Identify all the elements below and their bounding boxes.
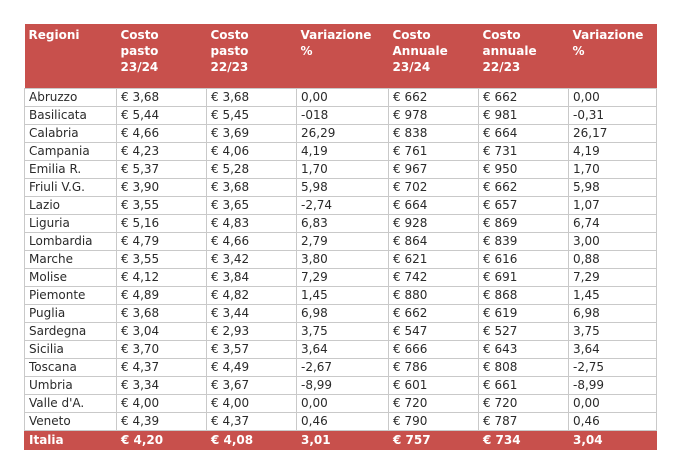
header-line: % — [300, 44, 313, 58]
annual-variation-cell: 0,00 — [569, 89, 657, 107]
meal-cost-2324-cell: € 3,04 — [117, 323, 207, 341]
annual-cost-2324-cell: € 742 — [389, 269, 479, 287]
table-row — [25, 341, 657, 359]
annual-cost-2324-cell: € 880 — [389, 287, 479, 305]
total-region-cell: Italia — [25, 431, 117, 450]
meal-cost-2223-cell: € 4,83 — [207, 215, 297, 233]
meal-cost-2223-cell: € 4,00 — [207, 395, 297, 413]
annual-cost-2324-cell: € 761 — [389, 143, 479, 161]
annual-variation-cell: 3,64 — [569, 341, 657, 359]
annual-cost-2223-cell: € 662 — [479, 179, 569, 197]
meal-cost-2324-cell: € 5,44 — [117, 107, 207, 125]
annual-cost-2223-cell: € 868 — [479, 287, 569, 305]
meal-cost-2324-cell: € 4,89 — [117, 287, 207, 305]
header-costo-annuale-2324 — [389, 24, 479, 89]
header-line: pasto — [120, 44, 159, 58]
region-cell: Abruzzo — [25, 89, 117, 107]
annual-cost-2223-cell: € 731 — [479, 143, 569, 161]
meal-cost-2324-cell: € 3,68 — [117, 89, 207, 107]
meal-cost-2324-cell: € 3,55 — [117, 251, 207, 269]
header-costo-pasto-2324 — [117, 24, 207, 89]
annual-variation-cell: 3,00 — [569, 233, 657, 251]
meal-cost-2324-cell: € 4,79 — [117, 233, 207, 251]
annual-cost-2324-cell: € 967 — [389, 161, 479, 179]
region-cell: Campania — [25, 143, 117, 161]
annual-variation-cell: 1,45 — [569, 287, 657, 305]
region-cell: Marche — [25, 251, 117, 269]
annual-variation-cell: 5,98 — [569, 179, 657, 197]
meal-variation-cell: 1,70 — [297, 161, 389, 179]
meal-cost-2324-cell: € 3,90 — [117, 179, 207, 197]
region-cell: Emilia R. — [25, 161, 117, 179]
meal-variation-cell: 2,79 — [297, 233, 389, 251]
meal-cost-2324-cell: € 4,23 — [117, 143, 207, 161]
annual-variation-cell: 0,88 — [569, 251, 657, 269]
meal-cost-2324-cell: € 3,68 — [117, 305, 207, 323]
table-body — [25, 89, 657, 450]
region-cell: Sardegna — [25, 323, 117, 341]
meal-variation-cell: 6,98 — [297, 305, 389, 323]
header-line: Variazione — [300, 28, 372, 42]
header-line: % — [572, 44, 585, 58]
annual-variation-cell: -8,99 — [569, 377, 657, 395]
region-cell: Lombardia — [25, 233, 117, 251]
header-line: Variazione — [572, 28, 644, 42]
meal-cost-2223-cell: € 2,93 — [207, 323, 297, 341]
meal-variation-cell: 3,64 — [297, 341, 389, 359]
table-row — [25, 323, 657, 341]
meal-cost-2223-cell: € 3,69 — [207, 125, 297, 143]
meal-variation-cell: 0,00 — [297, 89, 389, 107]
meal-cost-2223-cell: € 3,84 — [207, 269, 297, 287]
table-row — [25, 287, 657, 305]
annual-cost-2324-cell: € 702 — [389, 179, 479, 197]
annual-cost-2324-cell: € 786 — [389, 359, 479, 377]
region-cell: Molise — [25, 269, 117, 287]
annual-variation-cell: 1,70 — [569, 161, 657, 179]
header-row — [25, 24, 657, 89]
meal-cost-2324-cell: € 3,70 — [117, 341, 207, 359]
annual-cost-2223-cell: € 869 — [479, 215, 569, 233]
meal-variation-cell: -018 — [297, 107, 389, 125]
region-cell: Friuli V.G. — [25, 179, 117, 197]
header-line: 22/23 — [210, 60, 249, 74]
annual-cost-2324-cell: € 601 — [389, 377, 479, 395]
header-variazione-annuale — [569, 24, 657, 89]
annual-cost-2324-cell: € 720 — [389, 395, 479, 413]
region-cell: Puglia — [25, 305, 117, 323]
meal-variation-cell: 0,00 — [297, 395, 389, 413]
table-row — [25, 359, 657, 377]
meal-cost-2223-cell: € 4,82 — [207, 287, 297, 305]
meal-cost-2324-cell: € 3,34 — [117, 377, 207, 395]
header-regioni — [25, 24, 117, 89]
annual-cost-2324-cell: € 547 — [389, 323, 479, 341]
annual-variation-cell: 3,75 — [569, 323, 657, 341]
meal-variation-cell: 1,45 — [297, 287, 389, 305]
header-costo-annuale-2223 — [479, 24, 569, 89]
table-row — [25, 251, 657, 269]
total-row — [25, 431, 657, 450]
annual-cost-2223-cell: € 950 — [479, 161, 569, 179]
header-line: Costo — [482, 28, 521, 42]
region-cell: Veneto — [25, 413, 117, 431]
annual-cost-2223-cell: € 664 — [479, 125, 569, 143]
meal-cost-2324-cell: € 4,37 — [117, 359, 207, 377]
meal-cost-2223-cell: € 3,65 — [207, 197, 297, 215]
header-variazione-pasto — [297, 24, 389, 89]
meal-cost-2223-cell: € 3,68 — [207, 89, 297, 107]
total-meal-cost-2223-cell: € 4,08 — [207, 431, 297, 450]
table-row — [25, 305, 657, 323]
table-row — [25, 233, 657, 251]
annual-cost-2223-cell: € 839 — [479, 233, 569, 251]
meal-variation-cell: 3,75 — [297, 323, 389, 341]
region-cell: Umbria — [25, 377, 117, 395]
meal-variation-cell: 5,98 — [297, 179, 389, 197]
table-row — [25, 143, 657, 161]
table-row — [25, 197, 657, 215]
annual-cost-2223-cell: € 808 — [479, 359, 569, 377]
meal-cost-2223-cell: € 3,67 — [207, 377, 297, 395]
header-costo-pasto-2223 — [207, 24, 297, 89]
annual-cost-2223-cell: € 981 — [479, 107, 569, 125]
table-row — [25, 377, 657, 395]
annual-variation-cell: 6,74 — [569, 215, 657, 233]
table-row — [25, 215, 657, 233]
region-cell: Calabria — [25, 125, 117, 143]
region-cell: Piemonte — [25, 287, 117, 305]
meal-cost-2223-cell: € 4,06 — [207, 143, 297, 161]
meal-cost-2324-cell: € 5,16 — [117, 215, 207, 233]
header-line: Costo — [210, 28, 249, 42]
annual-cost-2324-cell: € 664 — [389, 197, 479, 215]
annual-cost-2223-cell: € 787 — [479, 413, 569, 431]
meal-cost-2223-cell: € 3,57 — [207, 341, 297, 359]
total-annual-variation-cell: 3,04 — [569, 431, 657, 450]
table-row — [25, 125, 657, 143]
total-meal-cost-2324-cell: € 4,20 — [117, 431, 207, 450]
meal-cost-2223-cell: € 3,42 — [207, 251, 297, 269]
meal-variation-cell: 6,83 — [297, 215, 389, 233]
meal-variation-cell: 3,80 — [297, 251, 389, 269]
annual-cost-2223-cell: € 616 — [479, 251, 569, 269]
annual-cost-2324-cell: € 978 — [389, 107, 479, 125]
annual-cost-2223-cell: € 643 — [479, 341, 569, 359]
total-annual-cost-2223-cell: € 734 — [479, 431, 569, 450]
header-line: Regioni — [28, 28, 80, 42]
annual-cost-2223-cell: € 619 — [479, 305, 569, 323]
annual-cost-2223-cell: € 720 — [479, 395, 569, 413]
table-row — [25, 395, 657, 413]
annual-cost-2223-cell: € 691 — [479, 269, 569, 287]
header-line: Annuale — [392, 44, 448, 58]
meal-cost-2324-cell: € 5,37 — [117, 161, 207, 179]
region-cell: Valle d'A. — [25, 395, 117, 413]
meal-cost-2324-cell: € 4,66 — [117, 125, 207, 143]
header-line: Costo — [392, 28, 431, 42]
annual-variation-cell: 6,98 — [569, 305, 657, 323]
cost-table — [24, 24, 657, 450]
meal-cost-2223-cell: € 3,44 — [207, 305, 297, 323]
annual-cost-2324-cell: € 928 — [389, 215, 479, 233]
annual-cost-2324-cell: € 662 — [389, 305, 479, 323]
annual-variation-cell: 0,00 — [569, 395, 657, 413]
annual-variation-cell: 0,46 — [569, 413, 657, 431]
table-row — [25, 107, 657, 125]
meal-variation-cell: -8,99 — [297, 377, 389, 395]
total-meal-variation-cell: 3,01 — [297, 431, 389, 450]
annual-variation-cell: 1,07 — [569, 197, 657, 215]
header-line: Costo — [120, 28, 159, 42]
annual-cost-2324-cell: € 662 — [389, 89, 479, 107]
annual-variation-cell: -0,31 — [569, 107, 657, 125]
annual-cost-2223-cell: € 657 — [479, 197, 569, 215]
table-row — [25, 179, 657, 197]
meal-cost-2324-cell: € 4,12 — [117, 269, 207, 287]
meal-cost-2223-cell: € 4,37 — [207, 413, 297, 431]
header-line: 23/24 — [392, 60, 431, 74]
meal-variation-cell: 26,29 — [297, 125, 389, 143]
annual-cost-2223-cell: € 661 — [479, 377, 569, 395]
meal-cost-2324-cell: € 4,39 — [117, 413, 207, 431]
header-line: annuale — [482, 44, 537, 58]
header-line: 22/23 — [482, 60, 521, 74]
table-row — [25, 269, 657, 287]
annual-variation-cell: 7,29 — [569, 269, 657, 287]
annual-cost-2223-cell: € 662 — [479, 89, 569, 107]
meal-variation-cell: 0,46 — [297, 413, 389, 431]
table-row — [25, 413, 657, 431]
meal-cost-2223-cell: € 4,66 — [207, 233, 297, 251]
annual-cost-2324-cell: € 838 — [389, 125, 479, 143]
header-line: 23/24 — [120, 60, 159, 74]
meal-cost-2223-cell: € 4,49 — [207, 359, 297, 377]
annual-cost-2324-cell: € 621 — [389, 251, 479, 269]
header-line: pasto — [210, 44, 249, 58]
region-cell: Lazio — [25, 197, 117, 215]
region-cell: Toscana — [25, 359, 117, 377]
annual-cost-2324-cell: € 666 — [389, 341, 479, 359]
annual-variation-cell: 26,17 — [569, 125, 657, 143]
annual-variation-cell: -2,75 — [569, 359, 657, 377]
meal-variation-cell: -2,67 — [297, 359, 389, 377]
annual-cost-2223-cell: € 527 — [479, 323, 569, 341]
table-row — [25, 161, 657, 179]
meal-variation-cell: 4,19 — [297, 143, 389, 161]
region-cell: Basilicata — [25, 107, 117, 125]
total-annual-cost-2324-cell: € 757 — [389, 431, 479, 450]
table-row — [25, 89, 657, 107]
annual-cost-2324-cell: € 790 — [389, 413, 479, 431]
meal-variation-cell: -2,74 — [297, 197, 389, 215]
meal-cost-2324-cell: € 3,55 — [117, 197, 207, 215]
meal-cost-2223-cell: € 3,68 — [207, 179, 297, 197]
meal-cost-2324-cell: € 4,00 — [117, 395, 207, 413]
region-cell: Liguria — [25, 215, 117, 233]
meal-cost-2223-cell: € 5,28 — [207, 161, 297, 179]
meal-cost-2223-cell: € 5,45 — [207, 107, 297, 125]
annual-variation-cell: 4,19 — [569, 143, 657, 161]
meal-variation-cell: 7,29 — [297, 269, 389, 287]
region-cell: Sicilia — [25, 341, 117, 359]
annual-cost-2324-cell: € 864 — [389, 233, 479, 251]
